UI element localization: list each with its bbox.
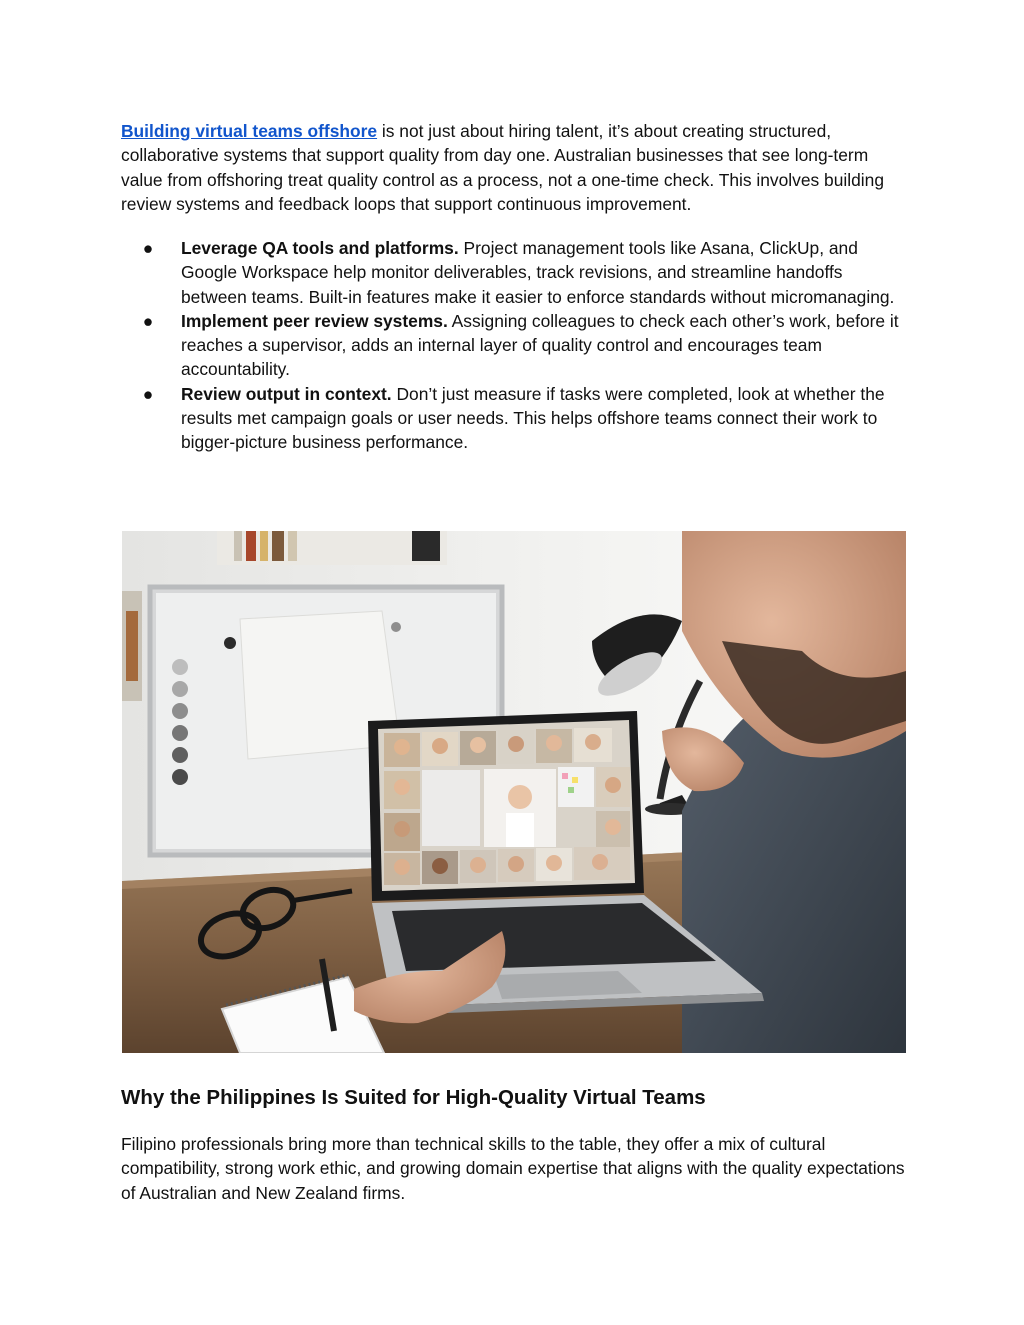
bullet-text: Don’t just measure if tasks were completed, look at whether the results met campaign goals or user needs. This helps offshore teams connect their work to bigger-picture business performance. [181,383,885,453]
bullet-item-qa-tools [121,236,911,309]
bullet-title: Implement peer review systems. [181,310,448,331]
bullet-icon: ● [142,310,154,331]
bullet-title: Review output in context. [181,383,392,404]
bullet-icon: ● [142,383,154,404]
bullet-item-review-output [121,382,911,455]
bullet-item-peer-review [121,309,911,382]
building-virtual-teams-link[interactable]: Building virtual teams offshore [121,121,378,141]
video-call-photo [122,531,906,1053]
intro-text: is not just about hiring talent, it’s about creating structured, collaborative systems that support quality from day one. Australian businesses that see long-term value from offshoring treat quality control as a process, not a one-time check. This involves building review systems and feedback loops that support continuous improvement. [121,121,885,214]
bullet-icon: ● [142,238,154,258]
bullet-text: Assigning colleagues to check each other’s work, before it reaches a supervisor, adds an internal layer of quality control and encourages team accountability. [181,310,899,380]
intro-paragraph [121,119,911,216]
qa-bullet-list [121,236,911,455]
bullet-title: Leverage QA tools and platforms. [181,238,459,258]
closing-paragraph: Filipino professionals bring more than technical skills to the table, they offer a mix of cultural compatibility, strong work ethic, and growing domain expertise that aligns with the quality expectations of Australian and New Zealand firms. [121,1134,905,1203]
bullet-text: Project management tools like Asana, ClickUp, and Google Workspace help monitor deliverables, track revisions, and streamline handoffs between teams. Built-in features make it easier to enforce standards without micromanaging. [181,238,895,307]
section-heading: Why the Philippines Is Suited for High-Quality Virtual Teams [121,1086,706,1109]
